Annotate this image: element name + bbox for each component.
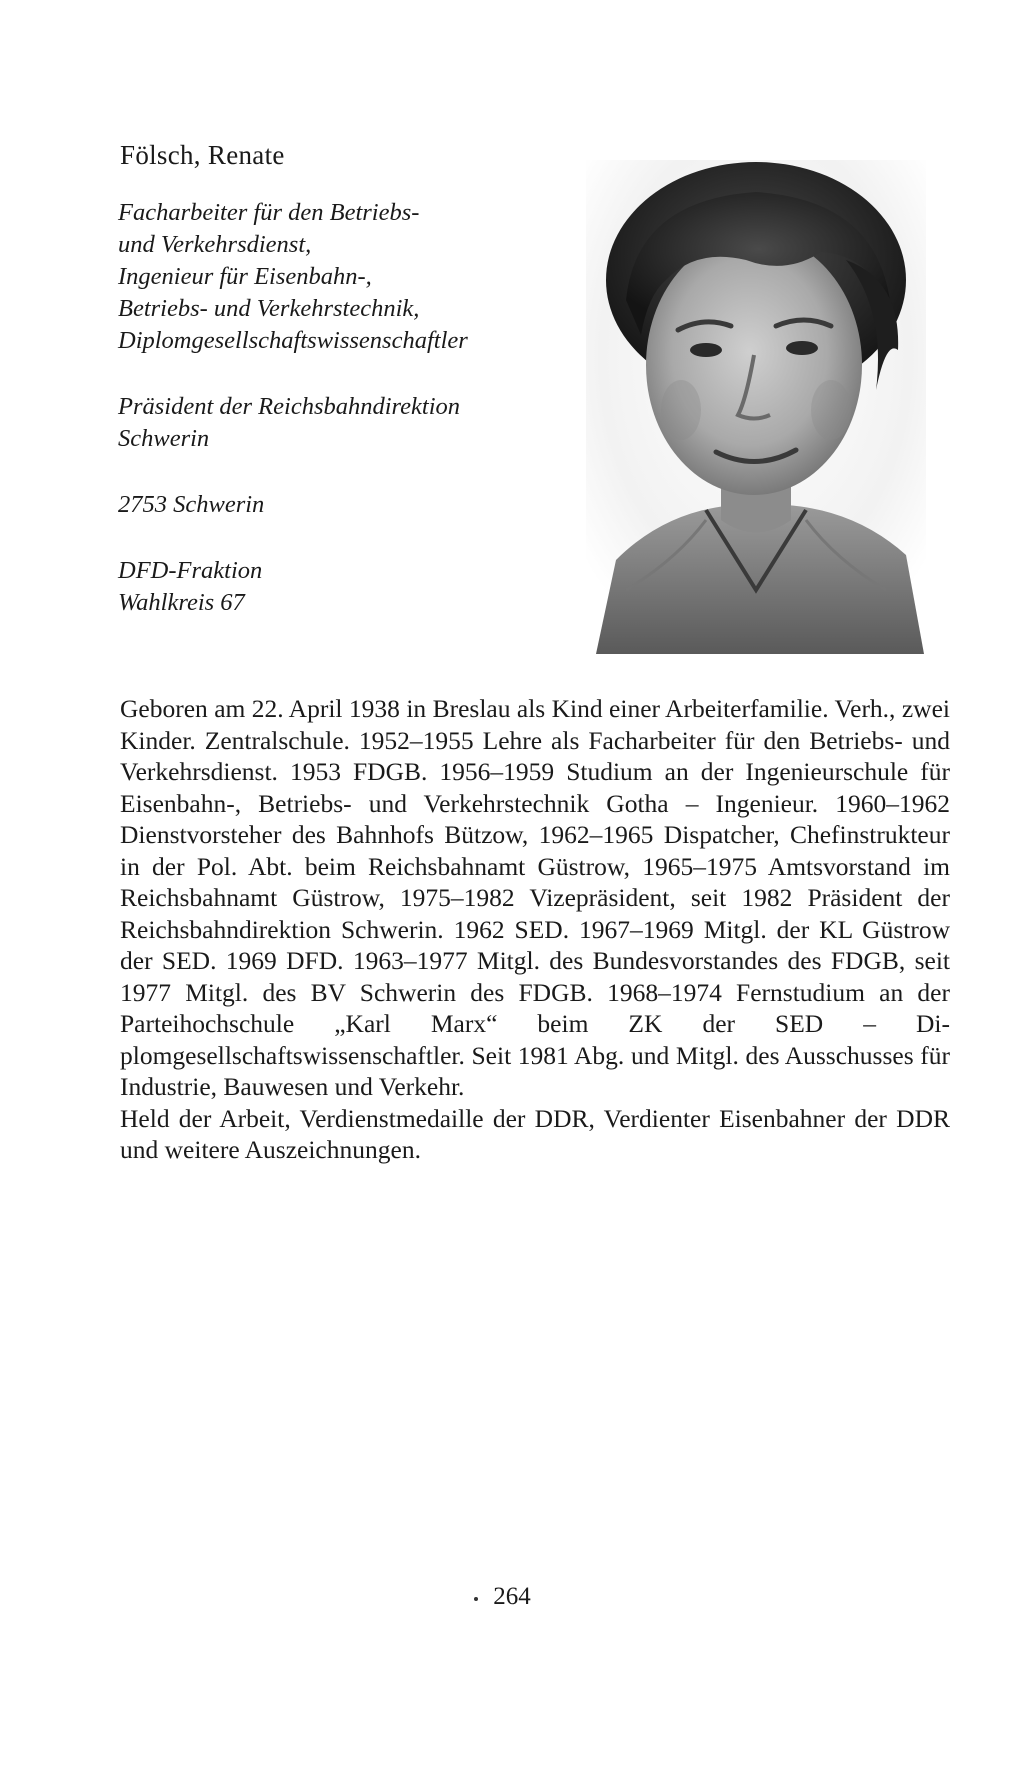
- qualification-line: Betriebs- und Verkehrstechnik,: [118, 295, 420, 322]
- qualification-line: Diplomgesellschaftswissenschaftler: [118, 327, 468, 354]
- faction-line: DFD-Fraktion: [118, 557, 263, 584]
- page-number: 264: [493, 1583, 531, 1610]
- qualification-line: und Verkehrsdienst,: [118, 231, 312, 258]
- position-line: Präsident der Reichsbahndirektion: [118, 393, 461, 420]
- awards-text: Held der Arbeit, Verdienstmedaille der DDR, Verdienter Eisenbahner der DDR und weitere Auszeichnungen.: [120, 1103, 950, 1164]
- portrait-photo: [586, 160, 926, 654]
- qualification-line: Ingenieur für Eisenbahn-,: [118, 263, 372, 290]
- faction: [118, 555, 558, 619]
- faction-line: Wahlkreis 67: [118, 589, 245, 616]
- address-line: 2753 Schwerin: [118, 491, 265, 518]
- info-block: [118, 197, 558, 653]
- position: [118, 391, 558, 455]
- biography-text: Geboren am 22. April 1938 in Breslau als Kind einer Arbeiterfamilie. Verh., zwei Kinder. Zentralschule. 1952–1955 Lehre als Facharbeiter für den Betriebs- und Verkehrsdienst. 1953 FDGB. 1956–1959 Studium an der Ingenieurschule für Eisenbahn-, Betriebs- und Verkehrstechnik Gotha – Ingenieur. 1960–1962 Dienstvorsteher des Bahnhofs Bützow, 1962–1965 Dispatcher, Chefinstrukteur in der Pol. Abt. beim Reichsbahnamt Güstrow, 1965–1975 Amtsvorstand im Reichsbahnamt Güstrow, 1975–1982 Vizepräsident, seit 1982 Präsident der Reichsbahndirektion Schwerin. 1962 SED. 1967–1969 Mitgl. der KL Güstrow der SED. 1969 DFD. 1963–1977 Mitgl. des Bundesvorstandes des FDGB, seit 1977 Mitgl. des BV Schwerin des FDGB. 1968–1974 Fernstudium an der Parteihochschule „Karl Marx“ beim ZK der SED – Diplomgesellschaftswissenschaftler. Seit 1981 Abg. und Mitgl. des Ausschusses für Industrie, Bauwesen und Verkehr.: [120, 694, 950, 1101]
- position-line: Schwerin: [118, 425, 210, 452]
- qualification-line: Facharbeiter für den Betriebs-: [118, 199, 420, 226]
- portrait-image: [586, 160, 926, 654]
- biography: [120, 693, 950, 1166]
- address: [118, 489, 558, 521]
- person-name: Fölsch, Renate: [120, 140, 285, 170]
- qualifications: [118, 197, 558, 357]
